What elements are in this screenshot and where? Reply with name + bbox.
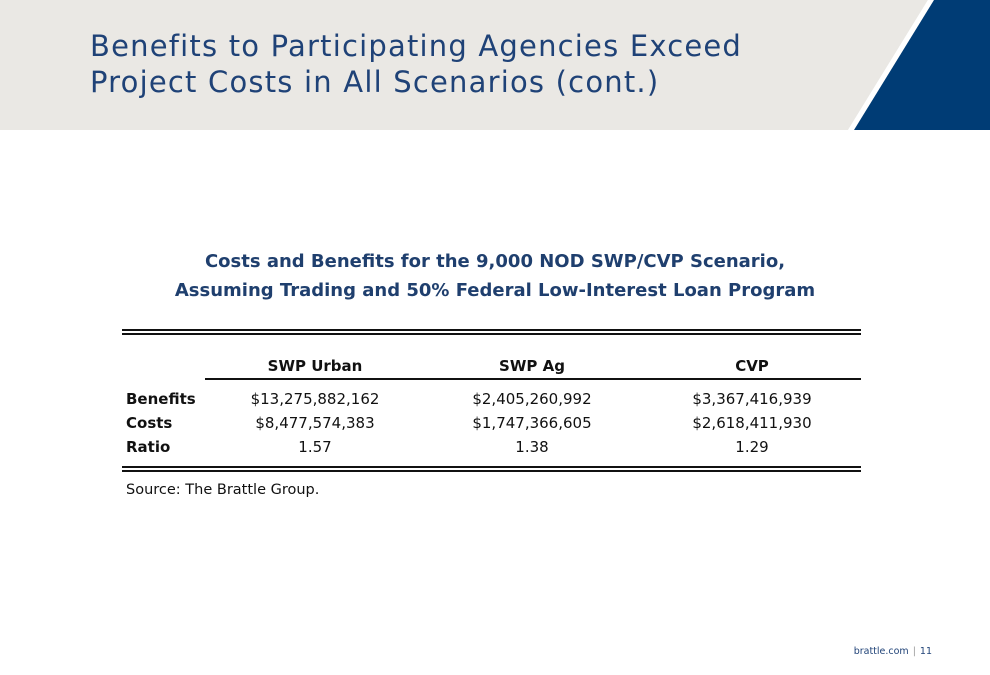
page-number: 11 bbox=[919, 646, 932, 657]
column-header-swp-ag: SWP Ag bbox=[499, 357, 565, 375]
table-title-line-2: Assuming Trading and 50% Federal Low-Interest Loan Program bbox=[174, 280, 816, 301]
table-top-rule-inner bbox=[122, 333, 861, 335]
benefits-cvp: $3,367,416,939 bbox=[692, 390, 812, 408]
column-header-swp-urban: SWP Urban bbox=[267, 357, 363, 375]
page-title: Benefits to Participating Agencies Exceed Project Costs in All Scenarios (cont.) bbox=[90, 29, 743, 99]
table-bottom-rule-inner bbox=[122, 466, 861, 468]
row-label-benefits: Benefits bbox=[126, 390, 196, 408]
table-title bbox=[100, 247, 890, 305]
ratio-swp-urban: 1.57 bbox=[298, 438, 332, 456]
ratio-cvp: 1.29 bbox=[735, 438, 769, 456]
table-top-rule bbox=[122, 329, 861, 331]
benefits-swp-urban: $13,275,882,162 bbox=[250, 390, 380, 408]
footer bbox=[854, 646, 932, 657]
row-label-ratio: Ratio bbox=[126, 438, 171, 456]
costs-cvp: $2,618,411,930 bbox=[692, 414, 812, 432]
table-title-line-1: Costs and Benefits for the 9,000 NOD SWP/CVP Scenario, bbox=[204, 251, 786, 272]
table-source-note: Source: The Brattle Group. bbox=[126, 482, 320, 498]
column-header-cvp: CVP bbox=[735, 357, 769, 375]
ratio-swp-ag: 1.38 bbox=[515, 438, 549, 456]
costs-swp-urban: $8,477,574,383 bbox=[255, 414, 375, 432]
benefits-swp-ag: $2,405,260,992 bbox=[472, 390, 592, 408]
table-bottom-rule bbox=[122, 470, 861, 472]
row-label-costs: Costs bbox=[126, 414, 173, 432]
footer-separator: | bbox=[912, 646, 916, 657]
table-header-rule bbox=[205, 378, 861, 380]
footer-site: brattle.com bbox=[853, 646, 909, 657]
costs-swp-ag: $1,747,366,605 bbox=[472, 414, 592, 432]
